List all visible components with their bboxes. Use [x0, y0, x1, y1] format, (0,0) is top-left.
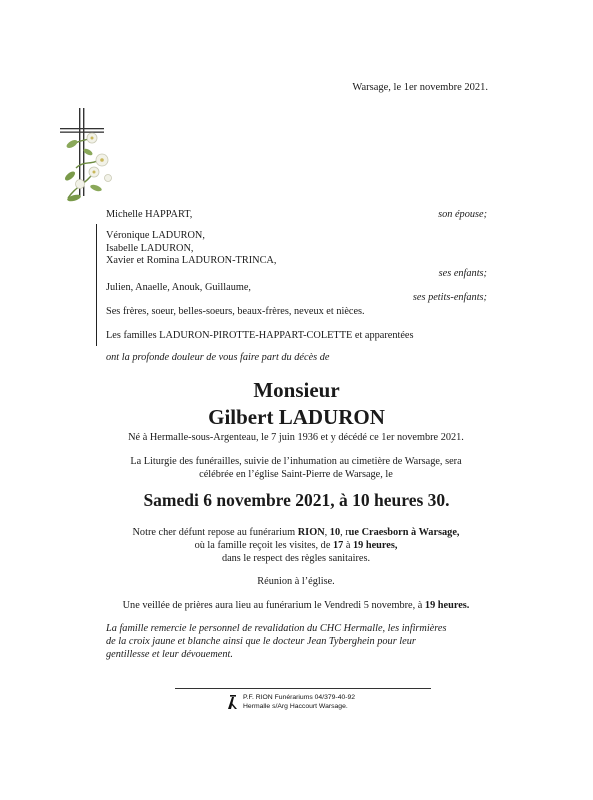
liturgy-text	[96, 455, 496, 481]
child-name: Isabelle LADURON,	[106, 242, 194, 254]
child-name: Véronique LADURON,	[106, 230, 205, 241]
liturgy-line: célébrée en l’église Saint-Pierre de Warsage, le	[199, 469, 393, 480]
children-role: ses enfants;	[438, 268, 487, 279]
deceased-title: Monsieur	[253, 378, 340, 402]
repose-line-3: dans le respect des règles sanitaires.	[221, 553, 371, 564]
footer-line: Hermalle s/Arg Haccourt Warsage.	[243, 702, 348, 710]
child-name: Xavier et Romina LADURON-TRINCA,	[106, 255, 277, 267]
reunion-text: Réunion à l’église.	[257, 576, 335, 587]
repose-line-2: où la famille reçoit les visites, de 17 à 19 heures,	[194, 540, 398, 551]
liturgy-line: La Liturgie des funérailles, suivie de l’inhumation au cimetière de Warsage, sera	[130, 456, 462, 467]
spouse-name: Michelle HAPPART,	[106, 209, 193, 220]
thanks-line: gentillesse et leur dévouement.	[106, 649, 233, 660]
thanks-text	[106, 622, 490, 661]
footer-contact	[243, 694, 355, 711]
funeral-home-logo-icon	[226, 694, 239, 710]
intro-text: ont la profonde douleur de vous faire part du décès de	[106, 352, 330, 363]
repose-line-1: Notre cher défunt repose au funérarium RION, 10, rue Craesborn à Warsage,	[132, 527, 460, 538]
thanks-line: La famille remercie le personnel de revalidation du CHC Hermalle, les infirmières	[106, 623, 447, 634]
repose-text	[96, 526, 496, 565]
families: Les familles LADURON-PIROTTE-HAPPART-COLETTE et apparentées	[106, 330, 414, 341]
grandchildren: Julien, Anaelle, Anouk, Guillaume,	[106, 282, 251, 293]
spouse-role: son épouse;	[438, 209, 487, 220]
birth-death-line: Né à Hermalle-sous-Argenteau, le 7 juin 1936 et y décédé ce 1er novembre 2021.	[128, 432, 464, 443]
thanks-line: de la croix jaune et blanche ainsi que le docteur Jean Tyberghein pour leur	[106, 636, 416, 647]
grandchildren-role: ses petits-enfants;	[412, 292, 487, 303]
ceremony-date: Samedi 6 novembre 2021, à 10 heures 30.	[143, 490, 450, 510]
siblings: Ses frères, soeur, belles-soeurs, beaux-frères, neveux et nièces.	[106, 306, 365, 317]
place-date: Warsage, le 1er novembre 2021.	[352, 82, 488, 93]
deceased-name: Gilbert LADURON	[208, 405, 385, 429]
footer-divider	[175, 688, 431, 689]
cross-flower-ornament-icon	[58, 108, 118, 208]
footer-line: P.F. RION Funérariums 04/379-40-92	[243, 694, 356, 701]
vertical-divider	[96, 224, 97, 346]
children-list	[106, 230, 276, 268]
vigil-text: Une veillée de prières aura lieu au funérarium le Vendredi 5 novembre, à 19 heures.	[122, 600, 470, 611]
